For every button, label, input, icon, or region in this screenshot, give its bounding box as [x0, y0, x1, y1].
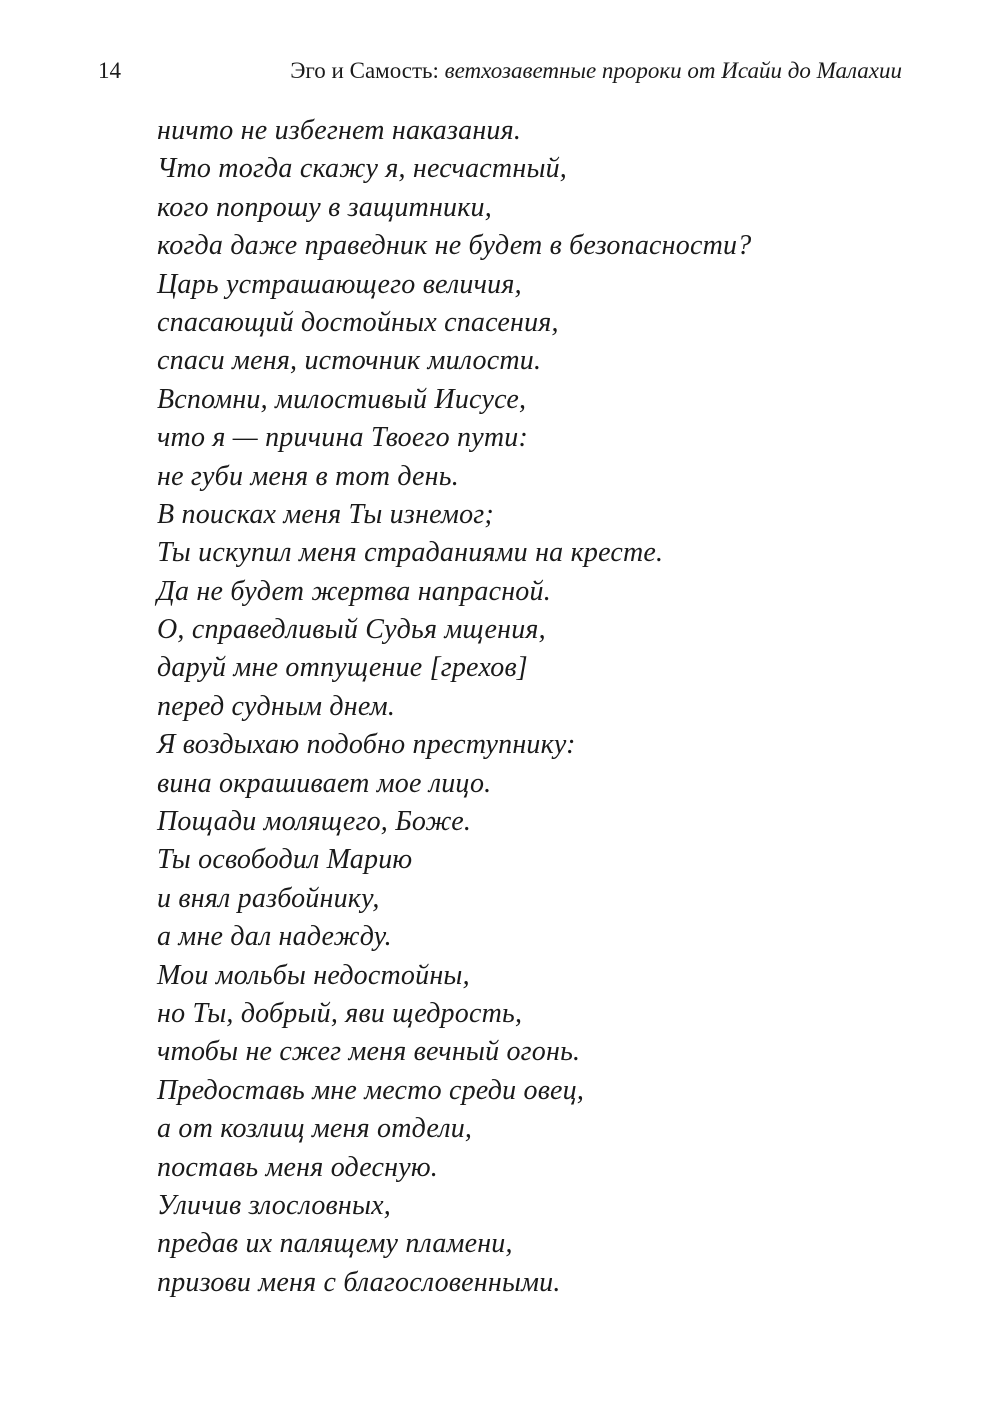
- running-title: [290, 54, 902, 88]
- poem-line: чтобы не сжег меня вечный огонь.: [157, 1036, 581, 1068]
- poem-line: В поисках меня Ты изнемог;: [157, 498, 494, 530]
- poem-line: Царь устрашающего величия,: [157, 268, 522, 300]
- poem-line: кого попрошу в защитники,: [157, 191, 492, 223]
- poem-line: перед судным днем.: [157, 690, 396, 722]
- poem-line: спасающий достойных спасения,: [157, 306, 559, 338]
- poem-line: поставь меня одесную.: [157, 1151, 438, 1183]
- poem-line: что я — причина Твоего пути:: [157, 422, 529, 454]
- page-number: 14: [98, 58, 121, 83]
- poem-line: предав их палящему пламени,: [157, 1228, 513, 1260]
- poem-line: Вспомни, милостивый Иисусе,: [157, 383, 527, 415]
- poem-line: Ты искупил меня страданиями на кресте.: [157, 537, 664, 569]
- poem-line: но Ты, добрый, яви щедрость,: [157, 997, 523, 1029]
- running-title-roman: Эго и Самость:: [290, 58, 439, 83]
- poem-line: не губи меня в тот день.: [157, 460, 459, 492]
- poem-line: Ты освободил Марию: [157, 844, 413, 876]
- poem-line: призови меня с благословенными.: [157, 1266, 561, 1298]
- poem-line: О, справедливый Судья мщения,: [157, 614, 546, 646]
- poem-line: а мне дал надежду.: [157, 921, 392, 953]
- poem-line: Что тогда скажу я, несчастный,: [157, 153, 568, 185]
- poem-line: и внял разбойнику,: [157, 882, 380, 914]
- poem-line: Уличив злословных,: [157, 1189, 391, 1221]
- running-header: [98, 54, 902, 88]
- poem-text: [157, 112, 937, 1302]
- poem-line: спаси меня, источник милости.: [157, 345, 542, 377]
- poem-line: а от козлищ меня отдели,: [157, 1113, 473, 1145]
- poem-line: Мои мольбы недостойны,: [157, 959, 470, 991]
- poem-line: Предоставь мне место среди овец,: [157, 1074, 585, 1106]
- poem-line: ничто не избегнет наказания.: [157, 115, 522, 146]
- poem-line: Пощади молящего, Боже.: [157, 806, 472, 838]
- poem-line: Да не будет жертва напрасной.: [157, 575, 551, 607]
- poem-line: вина окрашивает мое лицо.: [157, 767, 492, 799]
- poem-line: даруй мне отпущение [грехов]: [157, 652, 528, 684]
- poem-line: когда даже праведник не будет в безопасности?: [157, 230, 752, 262]
- running-title-italic: ветхозаветные пророки от Исайи до Малахии: [444, 58, 902, 83]
- poem-line: Я воздыхаю подобно преступнику:: [157, 729, 576, 761]
